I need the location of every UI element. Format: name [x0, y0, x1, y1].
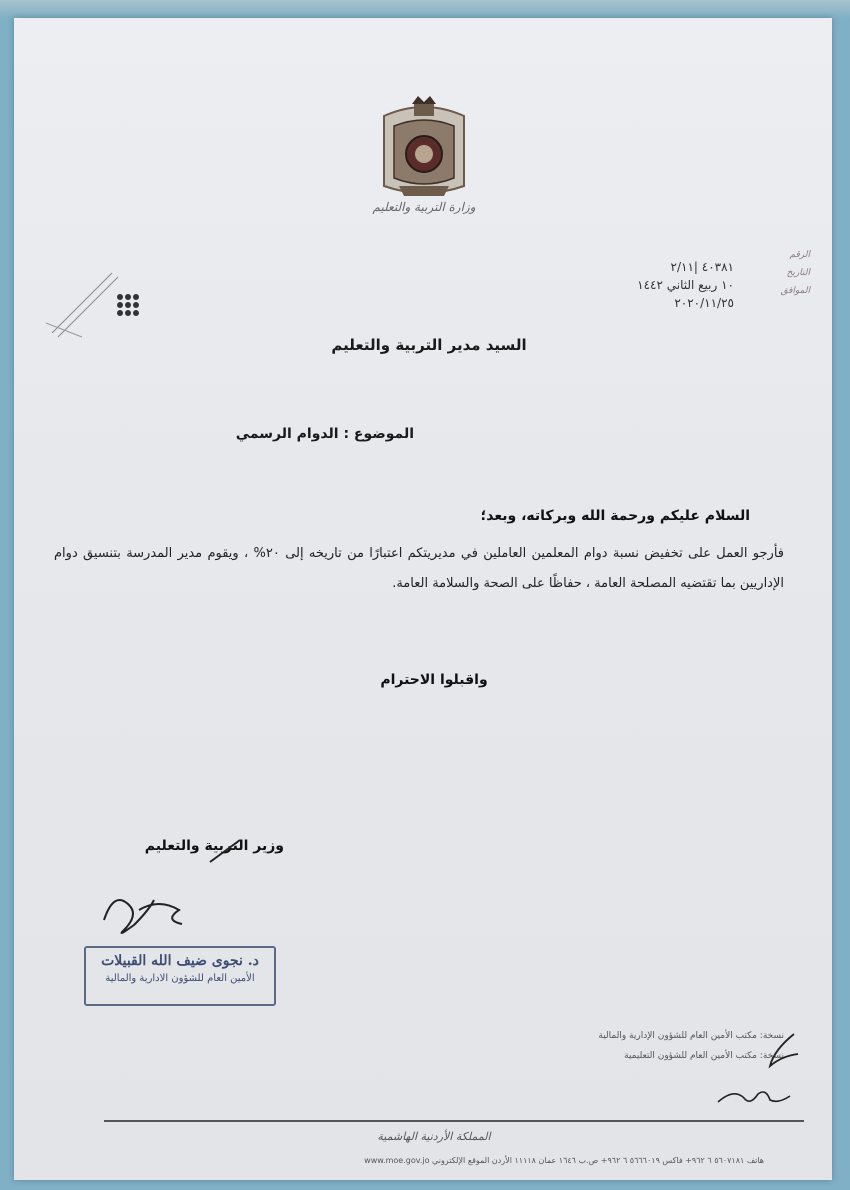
footer-divider: [104, 1120, 804, 1122]
jordan-coat-of-arms-icon: [364, 96, 484, 206]
hijri-date: ١٠ ربيع الثاني ١٤٤٢: [637, 278, 734, 292]
copy-line: نسخة: مكتب الأمين العام للشؤون الإدارية والمالية: [598, 1031, 784, 1041]
letter-page: [14, 18, 832, 1180]
closing-phrase: واقبلوا الاحترام: [380, 672, 488, 688]
scan-top-edge: [0, 0, 850, 18]
handwritten-initials-icon: [714, 1084, 794, 1108]
ministry-name: وزارة التربية والتعليم: [372, 200, 476, 214]
handwritten-mark-icon: [764, 1030, 804, 1074]
signatory-title: وزير التربية والتعليم: [144, 838, 284, 854]
footer-kingdom: المملكة الأردنية الهاشمية: [377, 1130, 491, 1143]
addressee: السيد مدير التربية والتعليم: [331, 336, 527, 354]
reference-values: [574, 258, 734, 312]
copy-line: نسخة: مكتب الأمين العام للشؤون التعليمية: [624, 1051, 784, 1061]
handwritten-signature-icon: [94, 880, 194, 940]
reference-label-number: الرقم: [789, 250, 810, 260]
footer-contact: هاتف ٥٦٠٧١٨١ ٦ ٩٦٢+ فاكس ٥٦٦٦٠١٩ ٦ ٩٦٢+ ص.ب ١٦٤٦ عمان ١١١١٨ الأردن الموقع الإلكتروني www.moe.gov.jo: [364, 1156, 764, 1165]
stamp-role: الأمين العام للشؤون الادارية والمالية: [105, 973, 255, 984]
official-stamp: [84, 946, 276, 1006]
copies-list: [494, 1026, 784, 1066]
reference-label-date: التاريخ: [786, 268, 810, 278]
ministry-logo-icon: [42, 263, 152, 343]
reference-number: ٤٠٣٨١ |٢/١١: [670, 260, 734, 274]
reference-labels: [740, 246, 810, 300]
subject-line: الموضوع : الدوام الرسمي: [235, 426, 414, 442]
reference-label-corresponding: الموافق: [780, 286, 810, 296]
gregorian-date: ٢٠٢٠/١١/٢٥: [674, 296, 734, 310]
letter-body: فأرجو العمل على تخفيض نسبة دوام المعلمين العاملين في مديريتكم اعتبارًا من تاريخه إلى ٢٠% ، ويقوم مدير المدرسة بتنسيق دوام الإداريين بما تقتضيه المصلحة العامة ، حفاظًا على الصحة والسلامة العامة.: [54, 546, 784, 591]
stamp-name: د. نجوى ضيف الله القبيلات: [101, 953, 259, 969]
handwritten-slash-icon: [204, 836, 244, 866]
greeting: السلام عليكم ورحمة الله وبركاته، وبعد؛: [480, 508, 750, 524]
